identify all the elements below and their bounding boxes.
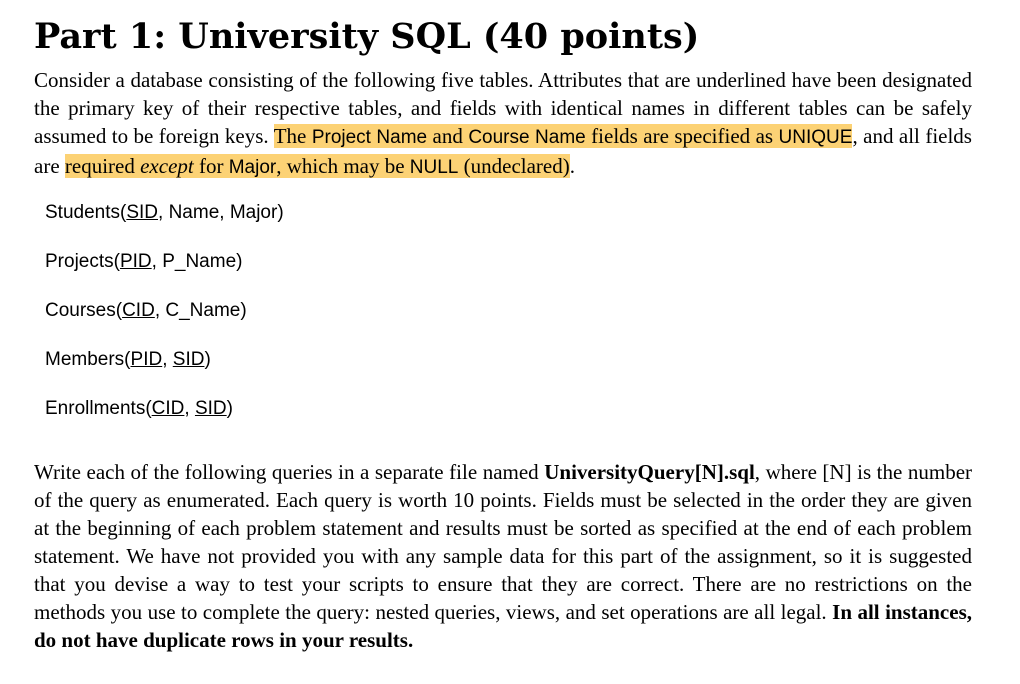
primary-key: SID bbox=[126, 202, 159, 223]
intro-sentence: Consider a database consisting of the following five tables. Attributes that are underlined have been designated the primary key of their respective tables, and fields with identical names in different tables can be safely assumed to be foreign keys. bbox=[34, 68, 972, 148]
primary-key: PID bbox=[130, 349, 163, 370]
document-page bbox=[34, 14, 972, 654]
filename: UniversityQuery[N].sql bbox=[544, 460, 755, 484]
primary-key: SID bbox=[172, 349, 205, 370]
course-name-field: Course Name bbox=[468, 127, 586, 148]
schema-courses: Courses(CID, C_Name) bbox=[45, 300, 247, 321]
null-keyword: NULL bbox=[409, 157, 459, 178]
primary-key: SID bbox=[194, 398, 227, 419]
primary-key: CID bbox=[151, 398, 185, 419]
highlight-required-fields: required except for Major, which may be NULL (undeclared) bbox=[64, 154, 570, 178]
intro-paragraph: Consider a database consisting of the following five tables. Attributes that are underlined have been designated the primary key of their respective tables, and fields with identical names in different tables can be safely assumed to be foreign keys. The Project Name and Course Name fields are specified as UNIQUE, and all fields are required except for Major, which may be NULL (undeclared). bbox=[34, 68, 972, 178]
schema-students: Students(SID, Name, Major) bbox=[45, 202, 284, 223]
project-name-field: Project Name bbox=[311, 127, 428, 148]
major-field: Major bbox=[228, 157, 277, 178]
highlight-unique-fields: The Project Name and Course Name fields are specified as UNIQUE bbox=[273, 124, 853, 148]
schema-enrollments: Enrollments(CID, SID) bbox=[45, 398, 233, 419]
schema-projects: Projects(PID, P_Name) bbox=[45, 251, 243, 272]
schema-members: Members(PID, SID) bbox=[45, 349, 211, 370]
schema-list bbox=[45, 202, 972, 447]
unique-keyword: UNIQUE bbox=[778, 127, 853, 148]
page-title: Part 1: University SQL (40 points) bbox=[34, 16, 700, 57]
primary-key: CID bbox=[122, 300, 155, 321]
duplicate-rows-warning: In all instances, do not have duplicate rows in your results. bbox=[34, 600, 972, 652]
instructions-paragraph: Write each of the following queries in a separate file named UniversityQuery[N].sql, where [N] is the number of the query as enumerated. Each query is worth 10 points. Fields must be selected in the order they are given at the beginning of each problem statement and results must be sorted as specified at the end of each problem statement. We have not provided you with any sample data for this part of the assignment, so it is suggested that you devise a way to test your scripts to ensure that they are correct. There are no restrictions on the methods you use to complete the query: nested queries, views, and set operations are all legal. In all instances, do not have duplicate rows in your results. bbox=[34, 460, 973, 652]
primary-key: PID bbox=[119, 251, 152, 272]
